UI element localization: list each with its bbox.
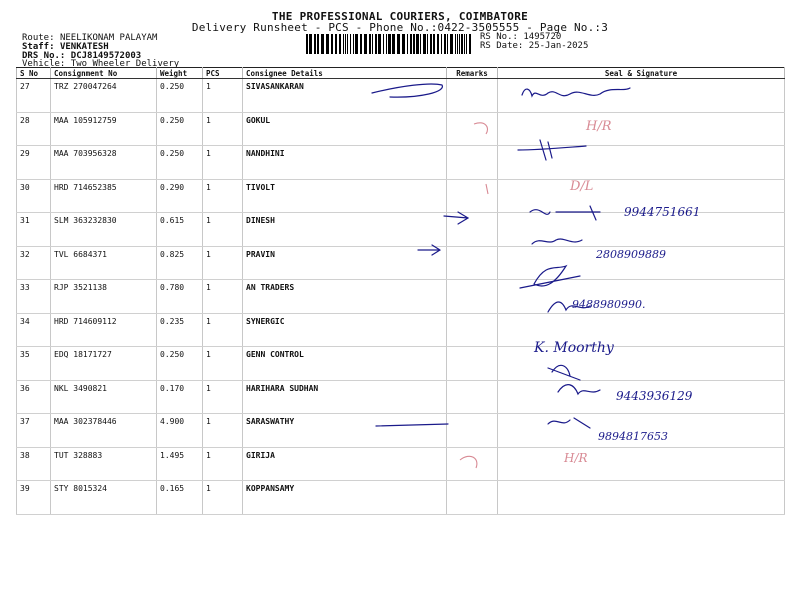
barcode-bar — [369, 34, 371, 54]
barcode-bar — [306, 34, 308, 54]
vehicle-label: Vehicle: — [22, 59, 66, 69]
row-pcs: 1 — [203, 246, 243, 280]
table-row — [17, 380, 785, 414]
col-header-pcs: PCS — [203, 68, 243, 79]
phone-34: 9488980990. — [572, 298, 646, 311]
barcode-bar — [450, 34, 453, 54]
row-consignment-no: EDQ 18171727 — [51, 347, 157, 381]
row-weight: 0.780 — [157, 280, 203, 314]
barcode-bar — [326, 34, 329, 54]
barcode-bar — [461, 34, 463, 54]
row-sno: 27 — [17, 79, 51, 113]
table-header-row — [17, 68, 785, 79]
staff-value: VENKATESH — [59, 42, 109, 52]
row-consignee: GOKUL — [243, 112, 447, 146]
row-weight: 0.165 — [157, 481, 203, 515]
row-seal-signature-cell — [498, 179, 785, 213]
table-row — [17, 146, 785, 180]
barcode-bar — [433, 34, 435, 54]
hir-mark-1: H/R — [586, 119, 612, 134]
barcode-bar — [339, 34, 341, 54]
row-sno: 29 — [17, 146, 51, 180]
barcode-bar — [466, 34, 467, 54]
table-row — [17, 79, 785, 113]
row-seal-signature-cell — [498, 481, 785, 515]
row-sno: 31 — [17, 213, 51, 247]
row-consignment-no: STY 8015324 — [51, 481, 157, 515]
barcode-bar — [386, 34, 387, 54]
barcode-bar — [388, 34, 391, 54]
route-label: Route: — [22, 33, 55, 43]
row-consignment-no: RJP 3521138 — [51, 280, 157, 314]
row-weight: 0.250 — [157, 146, 203, 180]
row-remarks-cell — [447, 280, 498, 314]
row-weight: 0.250 — [157, 347, 203, 381]
row-sno: 36 — [17, 380, 51, 414]
barcode-bar — [350, 34, 351, 54]
barcode-bar — [455, 34, 456, 54]
row-sno: 35 — [17, 347, 51, 381]
barcode-bar — [464, 34, 465, 54]
row-remarks-cell — [447, 179, 498, 213]
barcode-bar — [410, 34, 412, 54]
row-consignee: AN TRADERS — [243, 280, 447, 314]
col-header-weight: Weight — [157, 68, 203, 79]
phone-32: 2808909889 — [596, 248, 666, 261]
row-pcs: 1 — [203, 447, 243, 481]
row-consignee: NANDHINI — [243, 146, 447, 180]
row-weight: 0.250 — [157, 112, 203, 146]
row-remarks-cell — [447, 213, 498, 247]
barcode-bar — [447, 34, 448, 54]
row-remarks-cell — [447, 79, 498, 113]
row-sno: 34 — [17, 313, 51, 347]
row-sno: 39 — [17, 481, 51, 515]
row-consignment-no: MAA 302378446 — [51, 414, 157, 448]
barcode-bar — [314, 34, 316, 54]
table-row — [17, 447, 785, 481]
route-value: NEELIKONAM PALAYAM — [59, 33, 158, 43]
row-remarks-cell — [447, 414, 498, 448]
table-row — [17, 179, 785, 213]
table-row — [17, 246, 785, 280]
row-seal-signature-cell — [498, 213, 785, 247]
barcode-bar — [347, 34, 348, 54]
row-seal-signature-cell — [498, 313, 785, 347]
row-consignee: GIRIJA — [243, 447, 447, 481]
rs-date-label: RS Date: — [480, 41, 524, 51]
row-sno: 32 — [17, 246, 51, 280]
col-header-consignee: Consignee Details — [243, 68, 447, 79]
row-pcs: 1 — [203, 347, 243, 381]
row-weight: 4.900 — [157, 414, 203, 448]
row-remarks-cell — [447, 246, 498, 280]
runsheet-subtitle: Delivery Runsheet - PCS - Phone No.:0422-3505555 - Page No.:3 — [191, 21, 609, 34]
row-consignment-no: MAA 703956328 — [51, 146, 157, 180]
row-remarks-cell — [447, 146, 498, 180]
barcode-bar — [345, 34, 346, 54]
name-36: K. Moorthy — [534, 340, 614, 356]
row-consignee: SIVASANKARAN — [243, 79, 447, 113]
col-header-seal-signature: Seal & Signature — [498, 68, 785, 79]
row-consignment-no: MAA 105912759 — [51, 112, 157, 146]
barcode-bar — [469, 34, 471, 54]
barcode-bar — [360, 34, 362, 54]
phone-31: 9944751661 — [624, 205, 701, 219]
row-weight: 0.250 — [157, 79, 203, 113]
rs-no-label: RS No.: — [480, 32, 518, 42]
row-weight: 0.615 — [157, 213, 203, 247]
row-consignment-no: SLM 363232830 — [51, 213, 157, 247]
row-pcs: 1 — [203, 213, 243, 247]
barcode-bar — [355, 34, 358, 54]
row-consignment-no: TRZ 270047264 — [51, 79, 157, 113]
row-weight: 0.290 — [157, 179, 203, 213]
phone-38: 9894817653 — [598, 430, 668, 443]
barcode-bar — [364, 34, 367, 54]
row-pcs: 1 — [203, 79, 243, 113]
barcode-bar — [309, 34, 312, 54]
barcode-bar — [420, 34, 421, 54]
row-remarks-cell — [447, 347, 498, 381]
barcode-bar — [427, 34, 428, 54]
row-pcs: 1 — [203, 313, 243, 347]
barcode — [306, 34, 474, 54]
table-row — [17, 112, 785, 146]
barcode-bar — [375, 34, 377, 54]
row-consignment-no: TUT 328883 — [51, 447, 157, 481]
barcode-bar — [378, 34, 381, 54]
row-consignee: GENN CONTROL — [243, 347, 447, 381]
row-sno: 38 — [17, 447, 51, 481]
rs-date-line — [480, 41, 588, 51]
row-seal-signature-cell — [498, 447, 785, 481]
row-consignment-no: HRD 714652385 — [51, 179, 157, 213]
row-seal-signature-cell — [498, 380, 785, 414]
barcode-bar — [392, 34, 395, 54]
company-title: THE PROFESSIONAL COURIERS, COIMBATORE — [271, 10, 529, 23]
row-sno: 30 — [17, 179, 51, 213]
row-pcs: 1 — [203, 380, 243, 414]
row-pcs: 1 — [203, 112, 243, 146]
barcode-bar — [321, 34, 324, 54]
rs-date-value: 25-Jan-2025 — [528, 41, 589, 51]
barcode-bar — [402, 34, 405, 54]
table-row — [17, 313, 785, 347]
row-seal-signature-cell — [498, 146, 785, 180]
barcode-bar — [331, 34, 333, 54]
row-consignee: DINESH — [243, 213, 447, 247]
row-seal-signature-cell — [498, 79, 785, 113]
row-pcs: 1 — [203, 179, 243, 213]
row-remarks-cell — [447, 313, 498, 347]
row-pcs: 1 — [203, 481, 243, 515]
row-weight: 1.495 — [157, 447, 203, 481]
col-header-remarks: Remarks — [447, 68, 498, 79]
barcode-bar — [457, 34, 458, 54]
row-remarks-cell — [447, 380, 498, 414]
row-pcs: 1 — [203, 414, 243, 448]
drs-label: DRS No.: — [22, 51, 66, 61]
runsheet-table — [16, 67, 785, 515]
row-seal-signature-cell — [498, 347, 785, 381]
row-consignment-no: TVL 6684371 — [51, 246, 157, 280]
row-consignment-no: HRD 714609112 — [51, 313, 157, 347]
row-remarks-cell — [447, 447, 498, 481]
row-sno: 33 — [17, 280, 51, 314]
barcode-bar — [437, 34, 439, 54]
drs-value: DCJ8149572003 — [70, 51, 142, 61]
table-row — [17, 280, 785, 314]
row-pcs: 1 — [203, 280, 243, 314]
barcode-bar — [383, 34, 384, 54]
row-weight: 0.825 — [157, 246, 203, 280]
table-row — [17, 414, 785, 448]
table-row — [17, 213, 785, 247]
rs-no-value: 1495720 — [523, 32, 562, 42]
barcode-bar — [343, 34, 344, 54]
row-remarks-cell — [447, 481, 498, 515]
col-header-consignment: Consignment No — [51, 68, 157, 79]
row-weight: 0.235 — [157, 313, 203, 347]
barcode-bar — [441, 34, 442, 54]
row-consignee: PRAVIN — [243, 246, 447, 280]
barcode-bar — [430, 34, 432, 54]
barcode-bar — [423, 34, 426, 54]
barcode-bar — [444, 34, 446, 54]
barcode-bar — [416, 34, 419, 54]
col-header-sno: S No — [17, 68, 51, 79]
row-consignee: SYNERGIC — [243, 313, 447, 347]
row-seal-signature-cell — [498, 246, 785, 280]
vehicle-value: Two Wheeler Delivery — [70, 59, 180, 69]
barcode-bar — [353, 34, 354, 54]
row-consignee: SARASWATHY — [243, 414, 447, 448]
barcode-bar — [397, 34, 400, 54]
row-remarks-cell — [447, 112, 498, 146]
row-pcs: 1 — [203, 146, 243, 180]
barcode-bar — [407, 34, 408, 54]
barcode-bar — [459, 34, 460, 54]
row-seal-signature-cell — [498, 280, 785, 314]
row-consignee: HARIHARA SUDHAN — [243, 380, 447, 414]
row-consignee: KOPPANSAMY — [243, 481, 447, 515]
row-sno: 37 — [17, 414, 51, 448]
row-seal-signature-cell — [498, 112, 785, 146]
row-weight: 0.170 — [157, 380, 203, 414]
table-row — [17, 347, 785, 381]
table-row — [17, 481, 785, 515]
row-consignment-no: NKL 3490821 — [51, 380, 157, 414]
barcode-bar — [335, 34, 337, 54]
hir-mark-2: H/R — [564, 451, 588, 465]
dl-mark: D/L — [570, 179, 594, 194]
phone-37: 9443936129 — [616, 389, 693, 403]
barcode-bar — [317, 34, 319, 54]
barcode-bar — [372, 34, 373, 54]
row-seal-signature-cell — [498, 414, 785, 448]
barcode-bar — [413, 34, 415, 54]
staff-label: Staff: — [22, 42, 55, 52]
row-consignee: TIVOLT — [243, 179, 447, 213]
table-body — [17, 79, 785, 515]
row-sno: 28 — [17, 112, 51, 146]
